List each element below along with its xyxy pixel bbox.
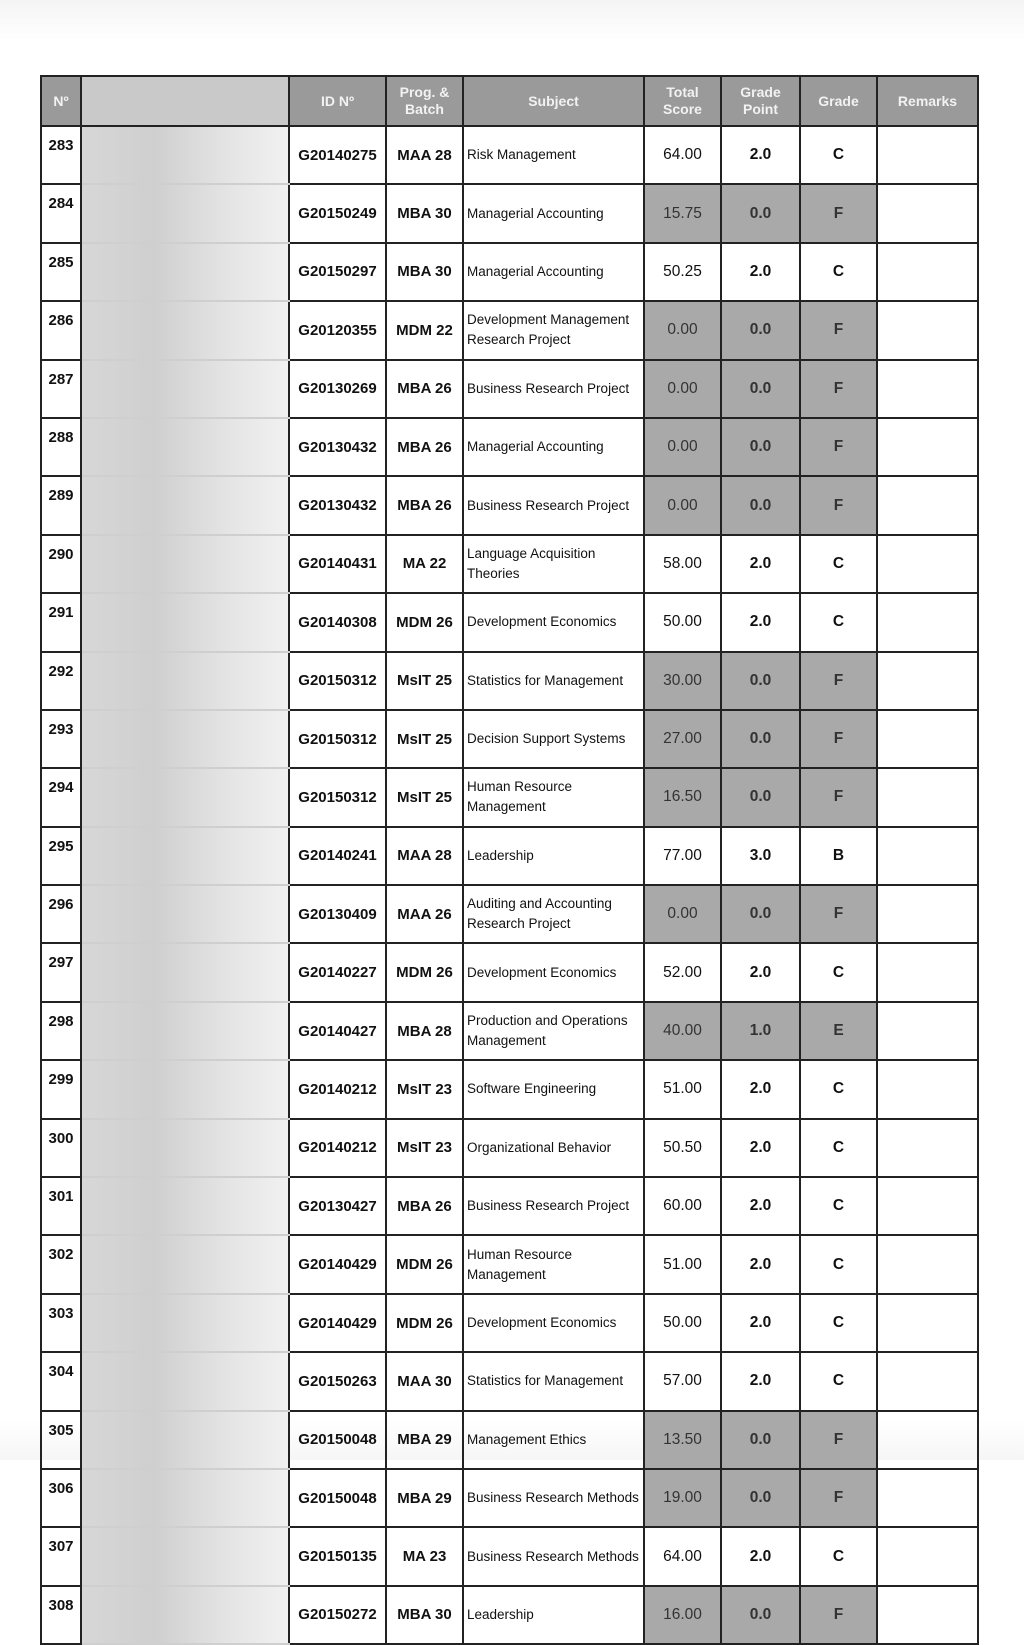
remarks-cell bbox=[877, 243, 978, 301]
row-number: 289 bbox=[41, 476, 81, 534]
row-number: 301 bbox=[41, 1177, 81, 1235]
program-batch: MBA 30 bbox=[386, 243, 463, 301]
remarks-cell bbox=[877, 301, 978, 359]
subject-name: Business Research Methods bbox=[463, 1527, 644, 1585]
grade-point: 0.0 bbox=[721, 885, 800, 943]
subject-name: Auditing and Accounting Research Project bbox=[463, 885, 644, 943]
table-row bbox=[41, 1060, 978, 1118]
table-row bbox=[41, 1294, 978, 1352]
grade-letter: C bbox=[800, 1527, 877, 1585]
total-score: 0.00 bbox=[644, 885, 721, 943]
program-batch: MsIT 25 bbox=[386, 768, 463, 826]
grade-point: 2.0 bbox=[721, 1119, 800, 1177]
program-batch: MDM 26 bbox=[386, 1235, 463, 1293]
row-number: 293 bbox=[41, 710, 81, 768]
grade-letter: C bbox=[800, 1235, 877, 1293]
remarks-cell bbox=[877, 476, 978, 534]
total-score: 15.75 bbox=[644, 184, 721, 242]
program-batch: MAA 28 bbox=[386, 126, 463, 184]
student-name-redacted bbox=[81, 1177, 289, 1235]
row-number: 298 bbox=[41, 1002, 81, 1060]
grade-results-table bbox=[40, 75, 979, 1645]
student-name-redacted bbox=[81, 418, 289, 476]
total-score: 0.00 bbox=[644, 360, 721, 418]
student-name-redacted bbox=[81, 593, 289, 651]
grade-point: 1.0 bbox=[721, 1002, 800, 1060]
total-score: 64.00 bbox=[644, 1527, 721, 1585]
grade-point: 2.0 bbox=[721, 1527, 800, 1585]
student-name-redacted bbox=[81, 1060, 289, 1118]
grade-point: 0.0 bbox=[721, 476, 800, 534]
subject-name: Production and Operations Management bbox=[463, 1002, 644, 1060]
student-name-redacted bbox=[81, 1235, 289, 1293]
subject-name: Business Research Project bbox=[463, 476, 644, 534]
table-row bbox=[41, 1469, 978, 1527]
grade-point: 0.0 bbox=[721, 1411, 800, 1469]
table-row bbox=[41, 1527, 978, 1585]
student-name-redacted bbox=[81, 943, 289, 1001]
program-batch: MAA 30 bbox=[386, 1352, 463, 1410]
header-name-redacted bbox=[81, 76, 289, 126]
subject-name: Leadership bbox=[463, 1586, 644, 1644]
remarks-cell bbox=[877, 184, 978, 242]
student-id: G20150312 bbox=[289, 710, 386, 768]
program-batch: MBA 26 bbox=[386, 360, 463, 418]
row-number: 303 bbox=[41, 1294, 81, 1352]
table-row bbox=[41, 827, 978, 885]
grade-point: 2.0 bbox=[721, 1235, 800, 1293]
program-batch: MsIT 25 bbox=[386, 652, 463, 710]
table-row bbox=[41, 1411, 978, 1469]
total-score: 60.00 bbox=[644, 1177, 721, 1235]
remarks-cell bbox=[877, 1060, 978, 1118]
grade-point: 2.0 bbox=[721, 593, 800, 651]
subject-name: Development Economics bbox=[463, 943, 644, 1001]
row-number: 292 bbox=[41, 652, 81, 710]
subject-name: Leadership bbox=[463, 827, 644, 885]
student-id: G20150048 bbox=[289, 1411, 386, 1469]
student-id: G20150312 bbox=[289, 768, 386, 826]
grade-letter: C bbox=[800, 1294, 877, 1352]
row-number: 307 bbox=[41, 1527, 81, 1585]
header-remarks: Remarks bbox=[877, 76, 978, 126]
remarks-cell bbox=[877, 827, 978, 885]
grade-letter: C bbox=[800, 535, 877, 593]
grade-point: 0.0 bbox=[721, 418, 800, 476]
row-number: 308 bbox=[41, 1586, 81, 1644]
header-total-score: Total Score bbox=[644, 76, 721, 126]
subject-name: Organizational Behavior bbox=[463, 1119, 644, 1177]
remarks-cell bbox=[877, 885, 978, 943]
student-id: G20140308 bbox=[289, 593, 386, 651]
student-id: G20140429 bbox=[289, 1235, 386, 1293]
subject-name: Development Management Research Project bbox=[463, 301, 644, 359]
subject-name: Decision Support Systems bbox=[463, 710, 644, 768]
subject-name: Language Acquisition Theories bbox=[463, 535, 644, 593]
grade-letter: F bbox=[800, 1469, 877, 1527]
remarks-cell bbox=[877, 1586, 978, 1644]
total-score: 57.00 bbox=[644, 1352, 721, 1410]
student-id: G20140431 bbox=[289, 535, 386, 593]
table-row bbox=[41, 768, 978, 826]
student-id: G20150297 bbox=[289, 243, 386, 301]
table-row bbox=[41, 1177, 978, 1235]
grade-point: 2.0 bbox=[721, 243, 800, 301]
grade-point: 2.0 bbox=[721, 1352, 800, 1410]
program-batch: MsIT 23 bbox=[386, 1119, 463, 1177]
header-no: Nº bbox=[41, 76, 81, 126]
program-batch: MDM 26 bbox=[386, 593, 463, 651]
subject-name: Business Research Methods bbox=[463, 1469, 644, 1527]
student-id: G20140227 bbox=[289, 943, 386, 1001]
grade-letter: F bbox=[800, 885, 877, 943]
program-batch: MA 23 bbox=[386, 1527, 463, 1585]
table-row bbox=[41, 652, 978, 710]
table-row bbox=[41, 885, 978, 943]
program-batch: MA 22 bbox=[386, 535, 463, 593]
row-number: 296 bbox=[41, 885, 81, 943]
total-score: 64.00 bbox=[644, 126, 721, 184]
grade-letter: F bbox=[800, 1586, 877, 1644]
student-name-redacted bbox=[81, 1586, 289, 1644]
remarks-cell bbox=[877, 1235, 978, 1293]
grade-letter: F bbox=[800, 652, 877, 710]
grade-point: 0.0 bbox=[721, 652, 800, 710]
table-row bbox=[41, 1002, 978, 1060]
header-subject: Subject bbox=[463, 76, 644, 126]
row-number: 291 bbox=[41, 593, 81, 651]
row-number: 300 bbox=[41, 1119, 81, 1177]
program-batch: MBA 29 bbox=[386, 1411, 463, 1469]
table-row bbox=[41, 418, 978, 476]
row-number: 287 bbox=[41, 360, 81, 418]
student-id: G20150249 bbox=[289, 184, 386, 242]
total-score: 13.50 bbox=[644, 1411, 721, 1469]
grade-letter: F bbox=[800, 476, 877, 534]
grade-point: 0.0 bbox=[721, 184, 800, 242]
student-id: G20130432 bbox=[289, 476, 386, 534]
header-id: ID Nº bbox=[289, 76, 386, 126]
header-grade-point: Grade Point bbox=[721, 76, 800, 126]
total-score: 0.00 bbox=[644, 418, 721, 476]
student-name-redacted bbox=[81, 652, 289, 710]
grade-letter: F bbox=[800, 710, 877, 768]
table-row bbox=[41, 360, 978, 418]
program-batch: MDM 26 bbox=[386, 943, 463, 1001]
table-row bbox=[41, 184, 978, 242]
program-batch: MBA 26 bbox=[386, 476, 463, 534]
grade-letter: C bbox=[800, 593, 877, 651]
row-number: 297 bbox=[41, 943, 81, 1001]
student-name-redacted bbox=[81, 184, 289, 242]
subject-name: Human Resource Management bbox=[463, 768, 644, 826]
remarks-cell bbox=[877, 1352, 978, 1410]
student-name-redacted bbox=[81, 1294, 289, 1352]
total-score: 19.00 bbox=[644, 1469, 721, 1527]
program-batch: MBA 29 bbox=[386, 1469, 463, 1527]
grade-point: 0.0 bbox=[721, 768, 800, 826]
remarks-cell bbox=[877, 1294, 978, 1352]
grade-point: 2.0 bbox=[721, 126, 800, 184]
student-id: G20150263 bbox=[289, 1352, 386, 1410]
student-name-redacted bbox=[81, 768, 289, 826]
student-id: G20130432 bbox=[289, 418, 386, 476]
remarks-cell bbox=[877, 593, 978, 651]
program-batch: MBA 28 bbox=[386, 1002, 463, 1060]
student-id: G20130427 bbox=[289, 1177, 386, 1235]
total-score: 77.00 bbox=[644, 827, 721, 885]
table-row bbox=[41, 535, 978, 593]
row-number: 306 bbox=[41, 1469, 81, 1527]
student-id: G20140241 bbox=[289, 827, 386, 885]
total-score: 50.00 bbox=[644, 1294, 721, 1352]
remarks-cell bbox=[877, 710, 978, 768]
row-number: 288 bbox=[41, 418, 81, 476]
row-number: 285 bbox=[41, 243, 81, 301]
table-row bbox=[41, 943, 978, 1001]
total-score: 30.00 bbox=[644, 652, 721, 710]
table-row bbox=[41, 243, 978, 301]
student-name-redacted bbox=[81, 360, 289, 418]
grade-letter: B bbox=[800, 827, 877, 885]
student-id: G20140212 bbox=[289, 1119, 386, 1177]
subject-name: Business Research Project bbox=[463, 1177, 644, 1235]
total-score: 27.00 bbox=[644, 710, 721, 768]
remarks-cell bbox=[877, 1119, 978, 1177]
grade-point: 2.0 bbox=[721, 1294, 800, 1352]
program-batch: MAA 28 bbox=[386, 827, 463, 885]
student-name-redacted bbox=[81, 126, 289, 184]
grade-letter: C bbox=[800, 1352, 877, 1410]
grade-letter: F bbox=[800, 301, 877, 359]
program-batch: MAA 26 bbox=[386, 885, 463, 943]
total-score: 51.00 bbox=[644, 1060, 721, 1118]
row-number: 299 bbox=[41, 1060, 81, 1118]
table-row bbox=[41, 126, 978, 184]
program-batch: MsIT 25 bbox=[386, 710, 463, 768]
grade-letter: F bbox=[800, 768, 877, 826]
grade-point: 0.0 bbox=[721, 360, 800, 418]
student-name-redacted bbox=[81, 535, 289, 593]
grade-point: 0.0 bbox=[721, 1469, 800, 1527]
subject-name: Management Ethics bbox=[463, 1411, 644, 1469]
student-name-redacted bbox=[81, 710, 289, 768]
row-number: 295 bbox=[41, 827, 81, 885]
remarks-cell bbox=[877, 126, 978, 184]
total-score: 50.00 bbox=[644, 593, 721, 651]
program-batch: MDM 22 bbox=[386, 301, 463, 359]
table-body bbox=[41, 126, 978, 1644]
grade-point: 2.0 bbox=[721, 1177, 800, 1235]
remarks-cell bbox=[877, 535, 978, 593]
student-id: G20130409 bbox=[289, 885, 386, 943]
grade-point: 0.0 bbox=[721, 301, 800, 359]
student-id: G20150272 bbox=[289, 1586, 386, 1644]
program-batch: MBA 30 bbox=[386, 1586, 463, 1644]
grade-letter: C bbox=[800, 1060, 877, 1118]
grade-point: 2.0 bbox=[721, 1060, 800, 1118]
table-row bbox=[41, 1119, 978, 1177]
program-batch: MDM 26 bbox=[386, 1294, 463, 1352]
total-score: 58.00 bbox=[644, 535, 721, 593]
student-name-redacted bbox=[81, 476, 289, 534]
total-score: 16.00 bbox=[644, 1586, 721, 1644]
table-row bbox=[41, 593, 978, 651]
student-name-redacted bbox=[81, 885, 289, 943]
row-number: 304 bbox=[41, 1352, 81, 1410]
student-id: G20120355 bbox=[289, 301, 386, 359]
grade-letter: C bbox=[800, 1177, 877, 1235]
student-id: G20150048 bbox=[289, 1469, 386, 1527]
grade-point: 0.0 bbox=[721, 1586, 800, 1644]
subject-name: Business Research Project bbox=[463, 360, 644, 418]
grade-letter: F bbox=[800, 184, 877, 242]
remarks-cell bbox=[877, 1177, 978, 1235]
table-row bbox=[41, 710, 978, 768]
table-row bbox=[41, 476, 978, 534]
table-row bbox=[41, 1352, 978, 1410]
table-row bbox=[41, 1235, 978, 1293]
total-score: 51.00 bbox=[644, 1235, 721, 1293]
grade-point: 0.0 bbox=[721, 710, 800, 768]
program-batch: MBA 30 bbox=[386, 184, 463, 242]
student-id: G20140427 bbox=[289, 1002, 386, 1060]
remarks-cell bbox=[877, 943, 978, 1001]
total-score: 40.00 bbox=[644, 1002, 721, 1060]
subject-name: Human Resource Management bbox=[463, 1235, 644, 1293]
subject-name: Statistics for Management bbox=[463, 652, 644, 710]
subject-name: Risk Management bbox=[463, 126, 644, 184]
total-score: 50.50 bbox=[644, 1119, 721, 1177]
grade-letter: C bbox=[800, 243, 877, 301]
row-number: 284 bbox=[41, 184, 81, 242]
grade-letter: C bbox=[800, 126, 877, 184]
table-row bbox=[41, 301, 978, 359]
row-number: 290 bbox=[41, 535, 81, 593]
student-name-redacted bbox=[81, 1469, 289, 1527]
student-name-redacted bbox=[81, 1119, 289, 1177]
grade-letter: F bbox=[800, 418, 877, 476]
total-score: 0.00 bbox=[644, 301, 721, 359]
header-prog-batch: Prog. & Batch bbox=[386, 76, 463, 126]
student-id: G20150312 bbox=[289, 652, 386, 710]
subject-name: Managerial Accounting bbox=[463, 243, 644, 301]
total-score: 0.00 bbox=[644, 476, 721, 534]
grade-letter: C bbox=[800, 1119, 877, 1177]
row-number: 283 bbox=[41, 126, 81, 184]
student-id: G20150135 bbox=[289, 1527, 386, 1585]
remarks-cell bbox=[877, 1527, 978, 1585]
remarks-cell bbox=[877, 1469, 978, 1527]
grade-point: 2.0 bbox=[721, 535, 800, 593]
student-id: G20140212 bbox=[289, 1060, 386, 1118]
subject-name: Development Economics bbox=[463, 1294, 644, 1352]
row-number: 286 bbox=[41, 301, 81, 359]
program-batch: MBA 26 bbox=[386, 1177, 463, 1235]
student-name-redacted bbox=[81, 827, 289, 885]
remarks-cell bbox=[877, 360, 978, 418]
student-name-redacted bbox=[81, 243, 289, 301]
header-grade: Grade bbox=[800, 76, 877, 126]
student-name-redacted bbox=[81, 1411, 289, 1469]
table-row bbox=[41, 1586, 978, 1644]
subject-name: Managerial Accounting bbox=[463, 184, 644, 242]
subject-name: Development Economics bbox=[463, 593, 644, 651]
total-score: 16.50 bbox=[644, 768, 721, 826]
table-header-row bbox=[41, 76, 978, 126]
remarks-cell bbox=[877, 1002, 978, 1060]
remarks-cell bbox=[877, 418, 978, 476]
remarks-cell bbox=[877, 768, 978, 826]
grade-letter: E bbox=[800, 1002, 877, 1060]
row-number: 294 bbox=[41, 768, 81, 826]
remarks-cell bbox=[877, 1411, 978, 1469]
row-number: 302 bbox=[41, 1235, 81, 1293]
remarks-cell bbox=[877, 652, 978, 710]
program-batch: MsIT 23 bbox=[386, 1060, 463, 1118]
subject-name: Managerial Accounting bbox=[463, 418, 644, 476]
grade-letter: F bbox=[800, 1411, 877, 1469]
student-name-redacted bbox=[81, 301, 289, 359]
subject-name: Statistics for Management bbox=[463, 1352, 644, 1410]
student-id: G20140429 bbox=[289, 1294, 386, 1352]
total-score: 50.25 bbox=[644, 243, 721, 301]
student-name-redacted bbox=[81, 1352, 289, 1410]
total-score: 52.00 bbox=[644, 943, 721, 1001]
row-number: 305 bbox=[41, 1411, 81, 1469]
grade-point: 3.0 bbox=[721, 827, 800, 885]
student-name-redacted bbox=[81, 1527, 289, 1585]
program-batch: MBA 26 bbox=[386, 418, 463, 476]
grade-point: 2.0 bbox=[721, 943, 800, 1001]
grade-letter: C bbox=[800, 943, 877, 1001]
grade-letter: F bbox=[800, 360, 877, 418]
student-id: G20130269 bbox=[289, 360, 386, 418]
student-name-redacted bbox=[81, 1002, 289, 1060]
subject-name: Software Engineering bbox=[463, 1060, 644, 1118]
student-id: G20140275 bbox=[289, 126, 386, 184]
